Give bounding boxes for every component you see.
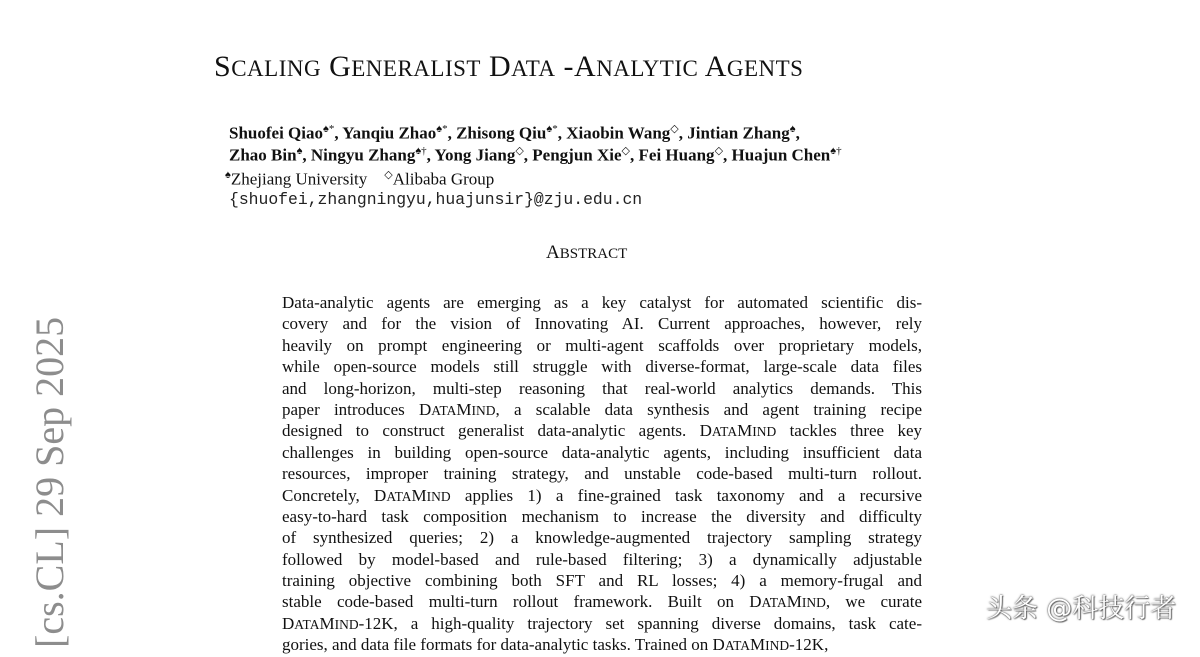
author-affiliation-mark: ♠* [436,123,448,135]
author-affiliation-mark: ♠* [323,123,335,135]
datamind-smallcaps: DATAMIND [699,421,777,441]
affiliation-mark: ◇ [384,169,393,181]
abstract-heading: ABSTRACT [546,242,628,263]
paper-title [214,50,803,84]
affiliation-mark: ♠ [225,169,231,181]
author-name: Huajun Chen [731,145,831,165]
title-word: AGENTS [704,50,804,83]
affiliation-name: Alibaba Group [392,169,495,189]
abstract-line: challenges in building open-source data-analytic agents, including insufficient data [282,442,922,462]
abstract-line: resources, improper training strategy, and unstable code-based multi-turn rollout. [282,464,922,484]
title-word: GENERALIST [329,50,481,83]
abstract-line: and long-horizon, multi-step reasoning that real-world analytics demands. This [282,378,922,398]
abstract-line: gories, and data file formats for data-analytic tasks. Trained on DATAMIND-12K, [282,635,829,655]
datamind-smallcaps: DATAMIND [712,635,790,655]
author-name: Yong Jiang [434,145,516,165]
author-affiliation-mark: ◇ [621,145,631,157]
affiliations [225,168,494,190]
abstract-body [282,292,922,656]
arxiv-margin-stamp: [cs.CL] 29 Sep 2025 [27,316,72,648]
abstract-line: of synthesized queries; 2) a knowledge-augmented trajectory sampling strategy [282,528,922,548]
abstract-line: while open-source models still struggle with diverse-format, large-scale data files [282,357,922,377]
author-affiliation-mark: ♠* [546,123,558,135]
abstract-line: paper introduces DATAMIND, a scalable data synthesis and agent training recipe [282,399,922,419]
author-name: Shuofei Qiao [229,123,323,143]
datamind-smallcaps: DATAMIND [749,592,826,612]
watermark: 头条 @科技行者 [986,594,1177,624]
author-name: Pengjun Xie [532,145,622,165]
abstract-line: followed by model-based and rule-based filtering; 3) a dynamically adjustable [282,549,922,569]
author-name: Yanqiu Zhao [342,123,437,143]
datamind-smallcaps: DATAMIND [374,485,451,505]
author-affiliation-mark: ◇ [714,145,724,157]
title-word: DATA [488,50,556,83]
author-affiliation-mark: ◇ [515,145,524,157]
datamind-smallcaps: DATAMIND [418,399,496,419]
author-name: Zhisong Qiu [456,123,547,143]
datamind-smallcaps: DATAMIND [282,613,359,633]
abstract-line: designed to construct generalist data-analytic agents. DATAMIND tackles three key [282,421,923,441]
author-affiliation-mark: ♠† [830,145,842,157]
abstract-line: Data-analytic agents are emerging as a key catalyst for automated scientific dis- [282,293,922,312]
abstract-line: heavily on prompt engineering or multi-agent scaffolds over proprietary models, [282,335,922,355]
author-list-line-1: Shuofei Qiao♠*, Yanqiu Zhao♠*, Zhisong Qiu♠*, Xiaobin Wang◇, Jintian Zhang♠, [229,123,800,143]
abstract-line: covery and for the vision of Innovating AI. Current approaches, however, rely [282,314,922,334]
author-name: Zhao Bin [229,145,297,165]
abstract-line: DATAMIND-12K, a high-quality trajectory set spanning diverse domains, task cate- [282,613,922,633]
author-affiliation-mark: ◇ [670,123,679,135]
abstract-line: easy-to-hard task composition mechanism to increase the diversity and difficulty [282,506,922,526]
author-affiliation-mark: ♠ [296,145,303,157]
author-name: Xiaobin Wang [566,123,671,143]
author-list-line-2: Zhao Bin♠, Ningyu Zhang♠†, Yong Jiang◇, Pengjun Xie◇, Fei Huang◇, Huajun Chen♠† [229,145,842,165]
title-word: -ANALYTIC [563,50,699,83]
abstract-line: Concretely, DATAMIND applies 1) a fine-grained task taxonomy and a recursive [282,485,922,505]
title-word: SCALING [214,50,322,83]
affiliation-name: Zhejiang University [230,169,368,189]
author-name: Ningyu Zhang [310,145,416,165]
abstract-line: stable code-based multi-turn rollout framework. Built on DATAMIND, we curate [282,592,923,612]
author-name: Jintian Zhang [687,123,790,143]
author-affiliation-mark: ♠ [789,123,796,135]
contact-email: {shuofei,zhangningyu,huajunsir}@zju.edu.cn [229,190,643,209]
author-affiliation-mark: ♠† [415,145,427,157]
author-name: Fei Huang [638,145,715,165]
abstract-line: training objective combining both SFT and RL losses; 4) a memory-frugal and [282,571,922,591]
